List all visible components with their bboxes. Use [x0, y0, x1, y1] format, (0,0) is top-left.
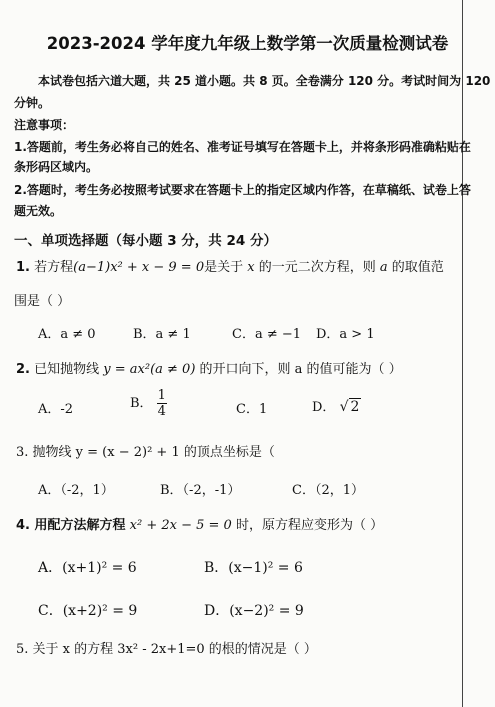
intro-line-1: 本试卷包括六道大题，共 25 道小题。共 8 页。全卷满分 120 分。考试时间为 120 — [38, 74, 491, 88]
q1-text-c: 的一元二次方程，则 — [258, 260, 376, 275]
q2-option-a: A．-2 — [38, 402, 74, 417]
question-4 — [16, 514, 383, 533]
notice-1b: 条形码区域内。 — [14, 160, 99, 174]
q4-option-b: B．(x−1)² = 6 — [204, 560, 303, 576]
q1-equation: (a−1)x² + x − 9 = 0 — [73, 260, 205, 275]
q1-option-b: B．a ≠ 1 — [133, 327, 191, 342]
section-1-heading: 一、单项选择题（每小题 3 分，共 24 分） — [14, 233, 277, 249]
q4-option-a: A．(x+1)² = 6 — [38, 560, 137, 576]
q4-text-a: 4. 用配方法解方程 — [16, 518, 126, 533]
q2-option-d-label: D． — [312, 400, 336, 415]
notice-2b: 题无效。 — [14, 204, 63, 218]
exam-title: 2023-2024 学年度九年级上数学第一次质量检测试卷 — [46, 34, 449, 53]
question-1 — [16, 256, 444, 275]
q1-option-c: C．a ≠ −1 — [232, 327, 302, 342]
q1-text-d: 的取值范 — [391, 260, 444, 275]
q1-option-d: D．a > 1 — [316, 327, 375, 342]
q4-option-c: C．(x+2)² = 9 — [38, 603, 138, 619]
q1-text-e: 围是（ ） — [14, 294, 71, 309]
page-edge-line — [462, 0, 463, 707]
q3-option-a: A．（-2，1） — [38, 483, 114, 498]
q2-fraction — [157, 388, 167, 419]
sqrt-symbol: √ 2 — [339, 399, 360, 415]
q1-text-b: 是关于 — [204, 260, 244, 275]
intro-line-2: 分钟。 — [14, 96, 51, 110]
q3-option-c: C．（2，1） — [292, 483, 364, 498]
q1-var-x: x — [247, 260, 255, 275]
q4-text-b: 时，原方程应变形为（ ） — [235, 518, 384, 533]
notice-1a: 1.答题前，考生务必将自己的姓名、准考证号填写在答题卡上，并将条形码准确粘贴在 — [14, 140, 471, 154]
q1-var-a: a — [379, 260, 388, 275]
q2-fraction-numerator: 1 — [157, 388, 166, 403]
q1-option-a: A．a ≠ 0 — [38, 327, 96, 342]
q3-option-b: B．（-2，-1） — [160, 483, 241, 498]
q2-option-b — [130, 388, 167, 419]
question-2 — [16, 358, 402, 377]
q2-text-a: 已知抛物线 — [34, 362, 100, 377]
q2-option-b-label: B． — [130, 396, 153, 411]
notice-heading: 注意事项： — [14, 118, 75, 132]
q2-equation: y = ax²(a ≠ 0) — [103, 362, 196, 377]
q2-number: 2. — [16, 362, 30, 377]
q4-equation: x² + 2x − 5 = 0 — [129, 518, 232, 533]
q2-radicand: 2 — [350, 399, 360, 415]
q2-option-d — [312, 396, 361, 415]
question-3: 3. 抛物线 y = (x − 2)² + 1 的顶点坐标是（ — [16, 445, 275, 460]
q1-number: 1. — [16, 260, 30, 275]
q2-fraction-denominator: 4 — [157, 404, 166, 419]
q2-text-b: 的开口向下，则 a 的值可能为（ ） — [199, 362, 402, 377]
q4-option-d: D．(x−2)² = 9 — [204, 603, 304, 619]
q2-option-c: C．1 — [236, 402, 268, 417]
question-5: 5. 关于 x 的方程 3x² - 2x+1=0 的根的情况是（ ） — [16, 642, 317, 657]
q1-text-a: 若方程 — [34, 260, 74, 275]
notice-2a: 2.答题时，考生务必按照考试要求在答题卡上的指定区域内作答，在草稿纸、试卷上答 — [14, 183, 471, 197]
